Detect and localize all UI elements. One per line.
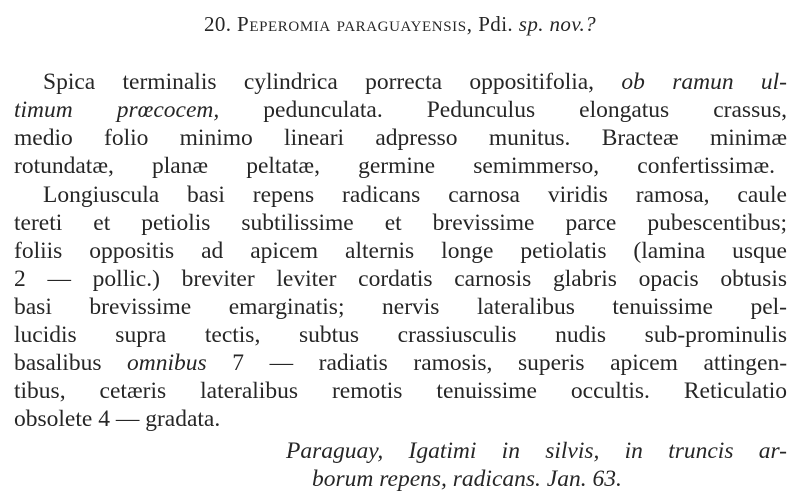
species-author: Pdi.: [478, 12, 514, 36]
species-status: sp. nov.?: [518, 12, 597, 36]
text-line: Spica terminalis cylindrica porrecta oppositifolia, ob ramun ul-: [43, 69, 787, 95]
text-line: obsolete 4 — gradata.: [14, 406, 221, 432]
species-number: 20.: [203, 12, 232, 36]
text-line: foliis oppositis ad apicem alternis longe petiolatis (lamina usque: [14, 238, 787, 264]
text-line: rotundatæ, planæ peltatæ, germine semimmerso, confertissimæ.: [14, 153, 775, 179]
text-line: timum prœcocem, pedunculata. Pedunculus elongatus crassus,: [14, 97, 787, 123]
species-name: Peperomia paraguayensis,: [237, 12, 473, 36]
text-line: basi brevissime emarginatis; nervis lateralibus tenuissime pel-: [14, 294, 787, 320]
text-line: Paraguay, Igatimi in silvis, in truncis ar-: [286, 438, 787, 464]
text-line: tibus, cetæris lateralibus remotis tenuissime occultis. Reticulatio: [14, 378, 787, 404]
text-line: basalibus omnibus 7 — radiatis ramosis, superis apicem attingen-: [14, 350, 788, 376]
text-line: Longiuscula basi repens radicans carnosa viridis ramosa, caule: [43, 182, 787, 208]
text-line: borum repens, radicans. Jan. 63.: [312, 466, 622, 492]
text-line: tereti et petiolis subtilissime et brevissime parce pubescentibus;: [14, 210, 787, 236]
text-line: medio folio minimo lineari adpresso munitus. Bracteæ minimæ: [14, 125, 787, 151]
species-heading: [0, 12, 800, 37]
text-line: 2 — pollic.) breviter leviter cordatis carnosis glabris opacis obtusis: [14, 266, 787, 292]
text-line: lucidis supra tectis, subtus crassiusculis nudis sub-prominulis: [14, 322, 787, 348]
